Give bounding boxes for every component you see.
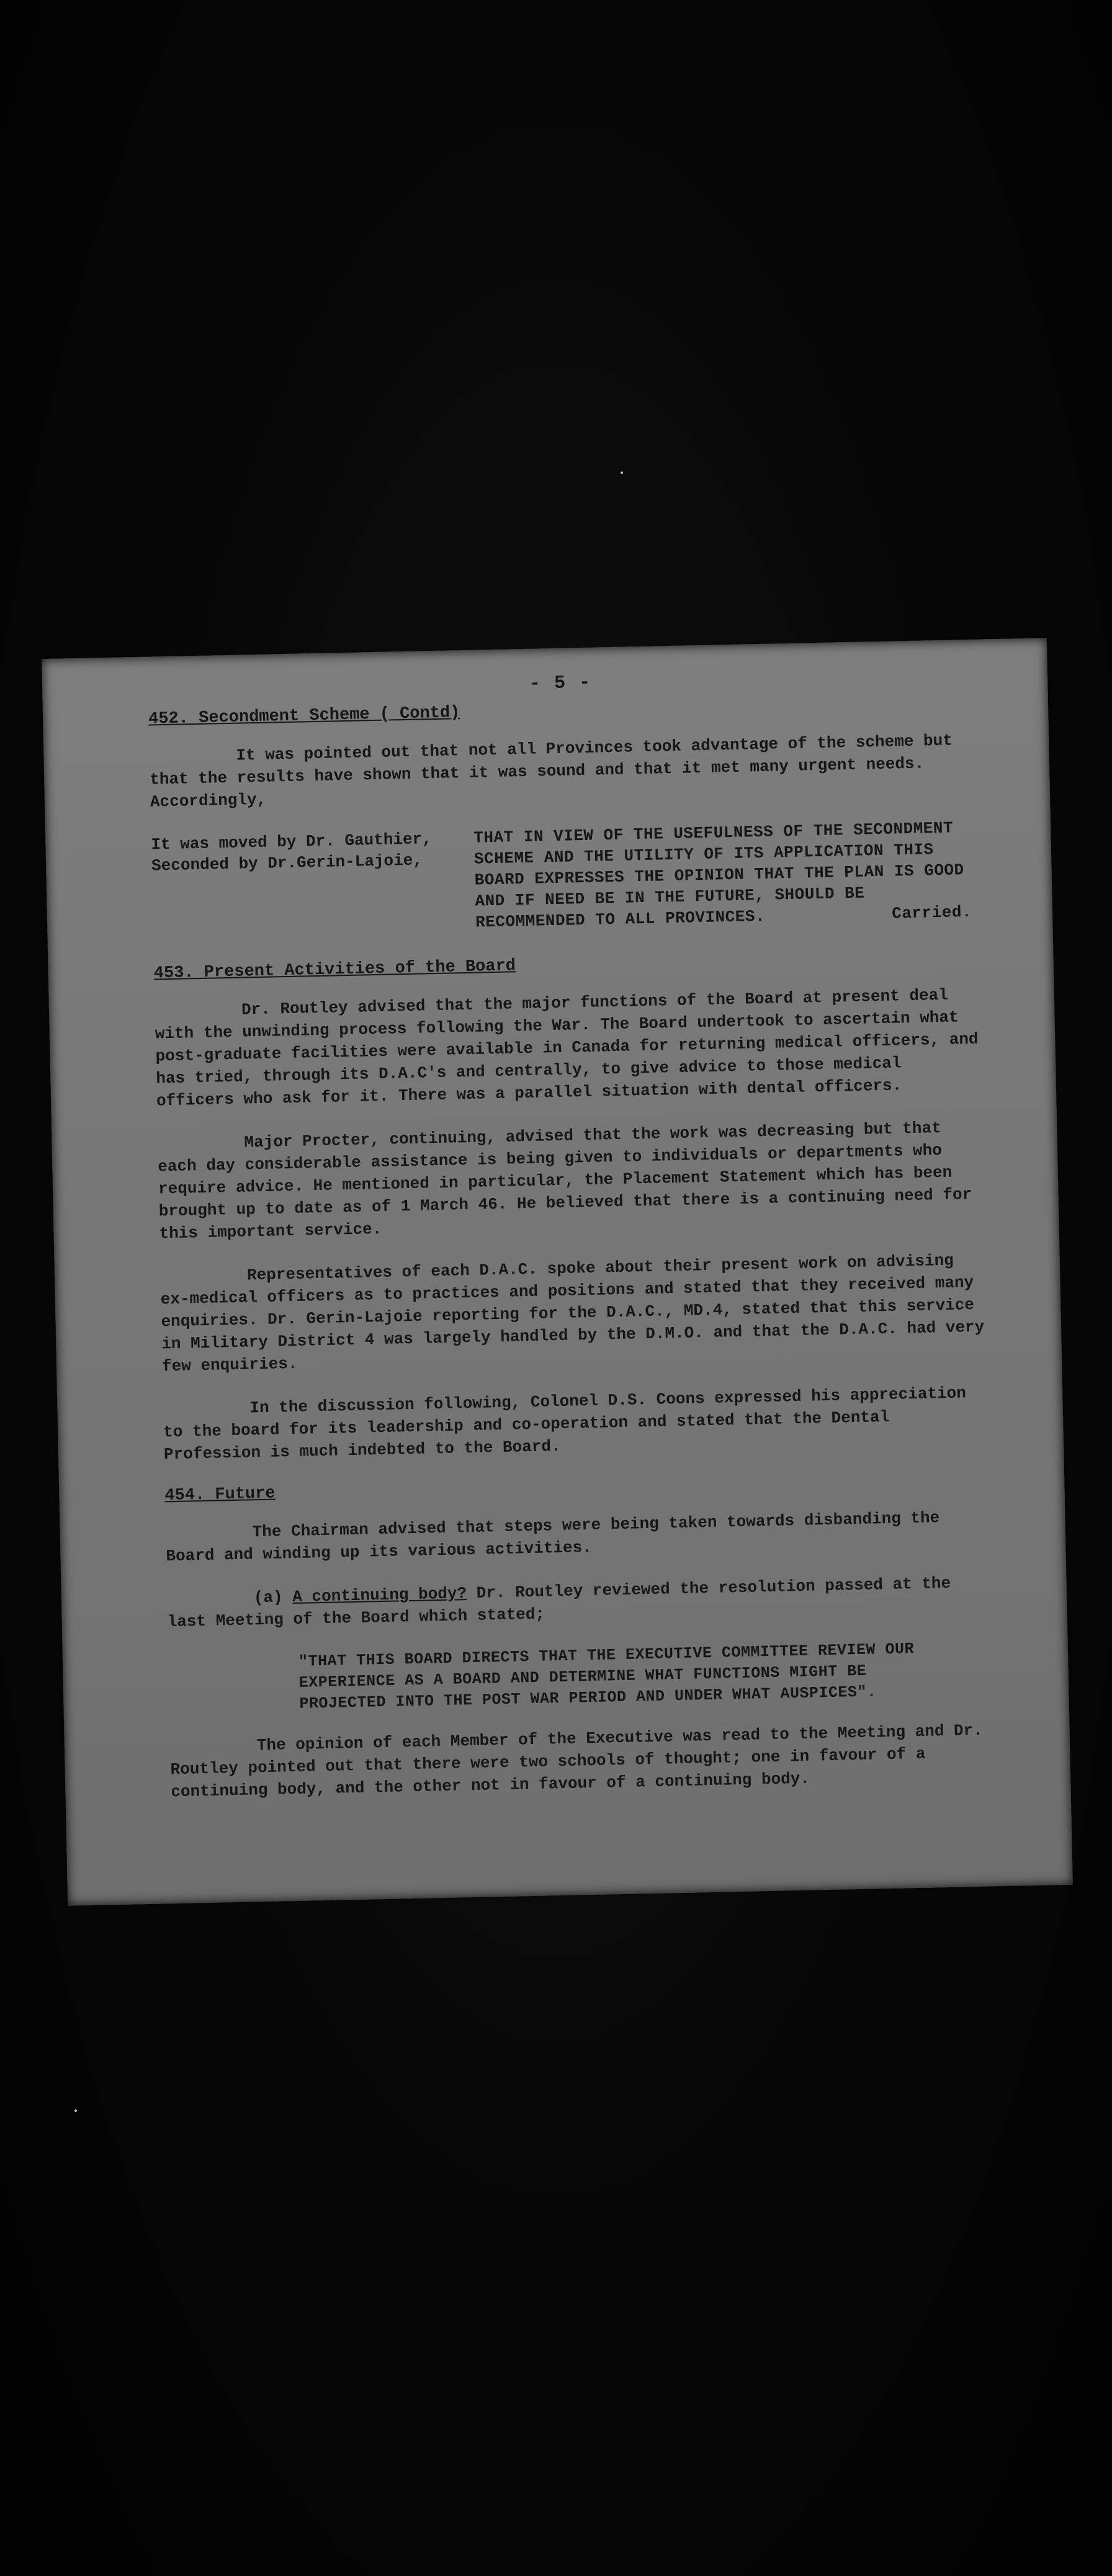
paragraph: The Chairman advised that steps were being taken towards disbanding the Board and winding up its various activities. [166, 1508, 950, 1566]
moved-by: It was moved by Dr. Gauthier, [151, 830, 433, 854]
section-heading-454: 454. Future [164, 1484, 276, 1506]
closing-paragraph: The opinion of each Member of the Executive was read to the Meeting and Dr. Routley pointed out that there were two schools of thought; one in favour of a continuing body, and the other not in favour of a continuing body. [170, 1720, 993, 1802]
continuing-body-paragraph [167, 1571, 993, 1633]
paragraph: Representatives of each D.A.C. spoke about their present work on advising ex-medical officers as to practices and positions and stated that they received many enquiries. Dr. Gerin-Lajoie reporting for the D.A.C., MD.4, stated that this service in Military District 4 was largely handled by the D.M.O. and that the D.A.C. had very few enquiries. [160, 1251, 995, 1376]
paragraph: In the discussion following, Colonel D.S. Coons expressed his appreciation to the board for its leadership and co-operation and stated that the Dental Profession is much indebted to the Board. [163, 1383, 976, 1464]
item-text: Dr. Routley reviewed the resolution passed at the last Meeting of the Board which stated; [167, 1573, 961, 1632]
seconded-by: Seconded by Dr.Gerin-Lajoie, [151, 851, 423, 875]
document-page [42, 638, 1073, 1905]
film-speck [621, 472, 623, 474]
paragraph: Dr. Routley advised that the major functions of the Board at present deal with the unwinding process following the War. The Board undertook to ascertain what post-graduate facilities were available in Canada for returning medical officers, and has tried, through its D.A.C's and centrally, to give advice to those medical officers who ask for it. There was a parallel situation with dental officers. [155, 985, 989, 1111]
motion-block [151, 817, 978, 940]
item-subheading: A continuing body? [292, 1584, 467, 1607]
paragraph: It was pointed out that not all Provinces took advantage of the scheme but that the results have shown that it was sound and that it met many urgent needs. Accordingly, [149, 731, 962, 812]
section-heading-453: 453. Present Activities of the Board [153, 957, 516, 983]
item-label: (a) [253, 1588, 284, 1608]
paragraph: Major Procter, continuing, advised that the work was decreasing but that each day considerable assistance is being given to individuals or departments who require advice. He mentioned in particular, the Placement Statement which has been brought up to date as of 1 March 46. He believed that there is a continuing need for this important service. [157, 1118, 982, 1243]
page-content [148, 664, 997, 1824]
page-number: - 5 - [529, 672, 592, 695]
section-heading-452: 452. Secondment Scheme ( Contd) [148, 704, 460, 729]
film-speck [74, 2109, 77, 2112]
quoted-resolution: "THAT THIS BOARD DIRECTS THAT THE EXECUTIVE COMMITTEE REVIEW OUR EXPERIENCE AS A BOARD AND DETERMINE WHAT FUNCTIONS MIGHT BE PROJECTED INTO THE POST WAR PERIOD AND UNDER WHAT AUSPICES". [298, 1640, 915, 1713]
motion-movers [151, 828, 475, 940]
motion-resolution [473, 817, 972, 933]
motion-result: Carried. [891, 902, 972, 923]
resolution-text: THAT IN VIEW OF THE USEFULNESS OF THE SECONDMENT SCHEME AND THE UTILITY OF ITS APPLICATION THIS BOARD EXPRESSES THE OPINION THAT THE PLAN IS GOOD AND IF NEED BE IN THE FUTURE, SHOULD BE RECOMMENDED TO ALL PROVINCES. [473, 818, 964, 932]
